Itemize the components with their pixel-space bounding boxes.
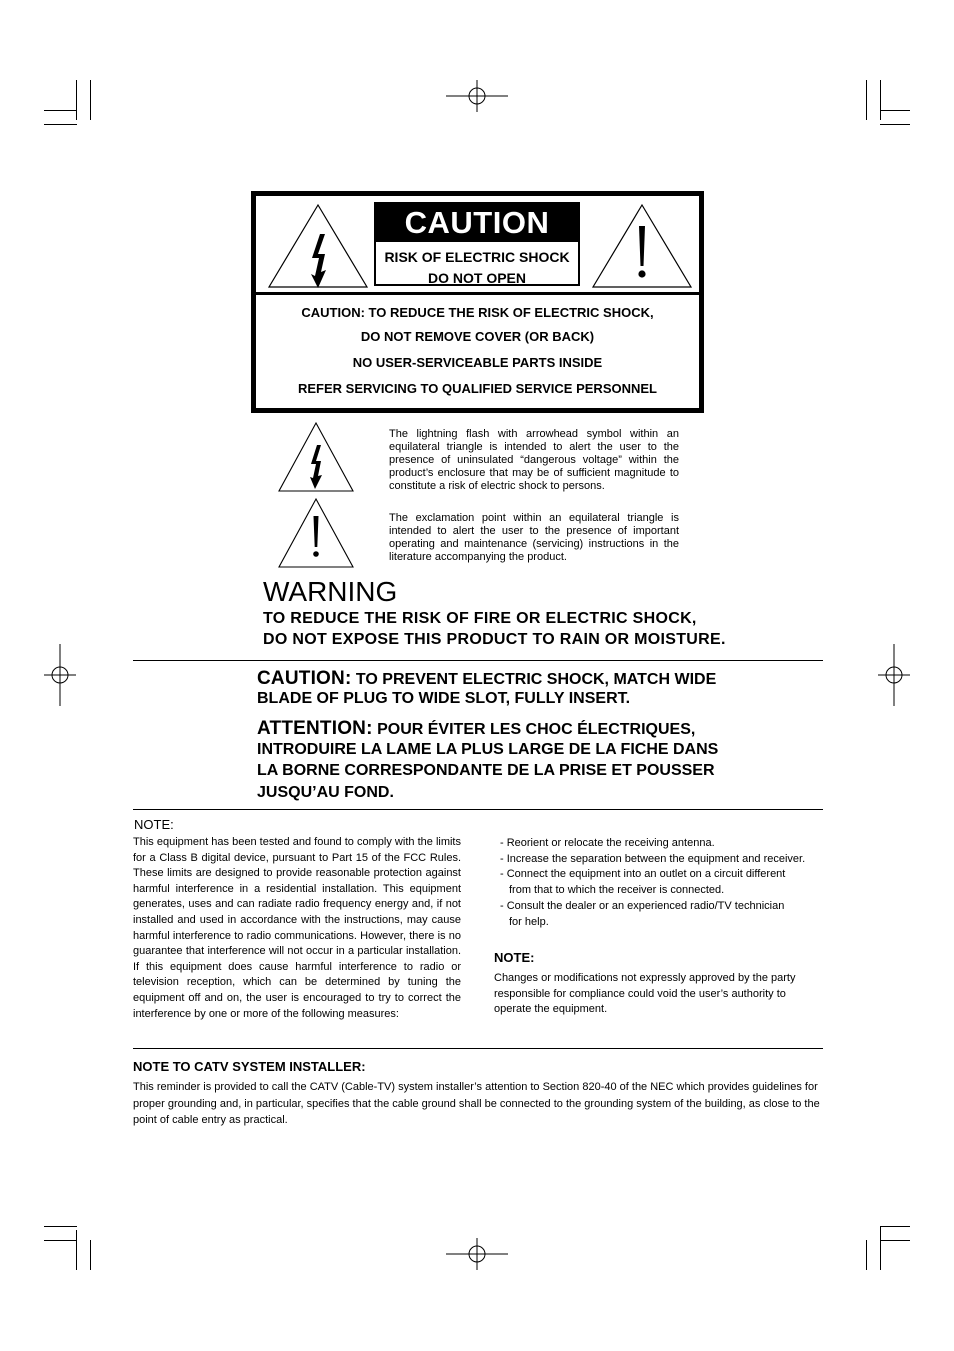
caution-box-lower [256,295,699,408]
caution-label-box [374,202,580,286]
fcc-note-label: NOTE: [134,817,174,832]
registration-mark-top-icon [446,80,508,112]
measure-item: - Reorient or relocate the receiving antenna. [500,837,715,849]
plug-caution-text: TO PREVENT ELECTRIC SHOCK, MATCH WIDE [351,671,717,688]
caution-subtitle-line2: DO NOT OPEN [427,270,526,286]
measure-item-text: - Consult the dealer or an experienced radio/TV technician [500,900,785,912]
attention-line: JUSQU’AU FOND. [257,784,394,801]
attention-text: POUR ÉVITER LES CHOC ÉLECTRIQUES, [372,721,696,738]
lightning-triangle-icon [277,421,355,493]
exclamation-triangle-icon [277,497,355,569]
plug-caution-line [257,668,716,690]
catv-note-body: This reminder is provided to call the CATV (Cable-TV) system installer’s attention to Section 820-40 of the NEC which provides guidelines for proper grounding and, in particular, specifies that the cable ground shall be connected to the grounding system of the building, as close to the point of cable entry as practical. [133,1081,820,1127]
caution-subtitle-line1: RISK OF ELECTRIC SHOCK [384,249,570,265]
attention-line: LA BORNE CORRESPONDANTE DE LA PRISE ET POUSSER [257,762,715,779]
divider [133,1048,823,1049]
attention-label: ATTENTION: [257,718,373,739]
exclamation-triangle-icon [590,202,694,290]
warning-title: WARNING [263,576,398,607]
measure-item-text: - Connect the equipment into an outlet on a circuit different [500,868,786,880]
caution-line: DO NOT REMOVE COVER (OR BACK) [360,329,595,344]
measure-item [500,899,830,930]
caution-title: CAUTION [376,204,578,242]
registration-mark-left-icon [44,644,76,706]
exclamation-symbol-description: The exclamation point within an equilateral triangle is intended to alert the user to the presence of important operating and maintenance (servicing) instructions in the literature accompanying the product. [389,512,679,563]
catv-note-label: NOTE TO CATV SYSTEM INSTALLER: [133,1059,366,1074]
attention-line [257,718,695,740]
caution-line: CAUTION: TO REDUCE THE RISK OF ELECTRIC SHOCK, [301,305,654,320]
measure-item-text: for help. [509,915,549,928]
caution-box-upper [256,196,699,292]
registration-mark-bottom-icon [446,1238,508,1270]
plug-caution-line: BLADE OF PLUG TO WIDE SLOT, FULLY INSERT. [257,690,631,707]
lightning-triangle-icon [266,202,370,290]
plug-caution-label: CAUTION: [257,668,352,689]
caution-box [251,191,704,413]
attention-line: INTRODUIRE LA LAME LA PLUS LARGE DE LA FICHE DANS [257,741,719,758]
modification-note-label: NOTE: [494,950,535,965]
modification-note-body: Changes or modifications not expressly approved by the party responsible for compliance could void the user’s authority to operate the equipment. [494,972,796,1016]
warning-line: TO REDUCE THE RISK OF FIRE OR ELECTRIC SHOCK, [263,610,697,627]
measure-item-text: from that to which the receiver is connected. [509,883,725,896]
caution-line: REFER SERVICING TO QUALIFIED SERVICE PERSONNEL [297,381,657,396]
measure-item [500,867,830,898]
caution-line: NO USER-SERVICEABLE PARTS INSIDE [352,355,603,370]
warning-line: DO NOT EXPOSE THIS PRODUCT TO RAIN OR MOISTURE. [263,631,726,648]
registration-mark-right-icon [878,644,910,706]
fcc-note-body: This equipment has been tested and found to comply with the limits for a Class B digital device, pursuant to Part 15 of the FCC Rules. These limits are designed to provide reasonable protection against harmful interference in a residential installation. This equipment generates, uses and can radiate radio frequency energy and, if not installed and used in accordance with the instructions, may cause harmful interference to radio communications. However, there is no guarantee that interference will not occur in a particular installation. If this equipment does cause harmful interference to radio or television reception, which can be determined by tuning the equipment off and on, the user is encouraged to try to correct the interference by one or more of the following measures: [133,836,461,1020]
measure-item: - Increase the separation between the equipment and receiver. [500,853,806,865]
lightning-symbol-description: The lightning flash with arrowhead symbol within an equilateral triangle is intended to alert the user to the presence of uninsulated “dangerous voltage” within the product’s enclosure that may be of sufficient magnitude to constitute a risk of electric shock to persons. [389,428,679,492]
divider [133,660,823,661]
divider [133,809,823,810]
